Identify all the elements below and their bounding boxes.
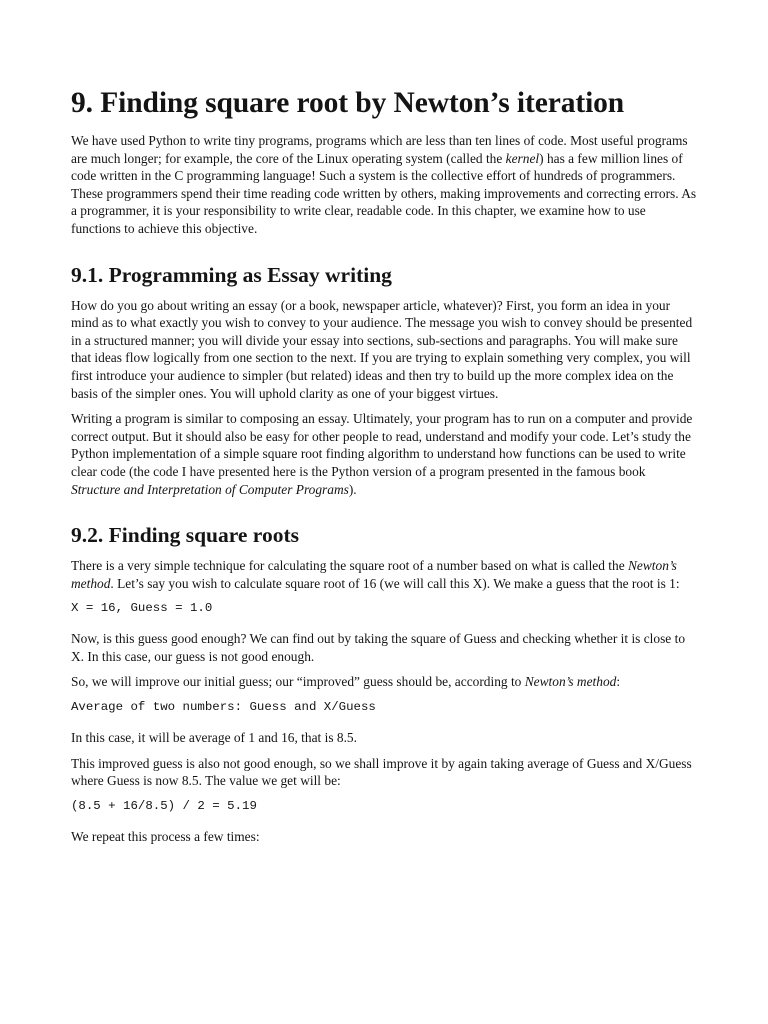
section-title-square-roots: 9.2. Finding square roots	[71, 523, 299, 548]
newtons-method-emphasis: Newton’s method	[71, 558, 677, 591]
sqrt-paragraph-5: This improved guess is also not good enough, so we shall improve it by again taking average of Guess and X/Guess where Guess is now 8.5. The value we get will be:	[71, 755, 692, 789]
sqrt-paragraph-4: In this case, it will be average of 1 and 16, that is 8.5.	[71, 730, 357, 746]
sqrt-paragraph-2: Now, is this guess good enough? We can find out by taking the square of Guess and checking whether it is close to X. In this case, our guess is not good enough.	[71, 631, 686, 664]
code-block-average: Average of two numbers: Guess and X/Guess	[71, 700, 376, 715]
code-block-second-iteration: (8.5 + 16/8.5) / 2 = 5.19	[71, 798, 257, 813]
intro-emphasis-kernel: kernel	[505, 150, 540, 166]
chapter-title: 9. Finding square root by Newton’s iteration	[71, 87, 625, 119]
newtons-method-emphasis-2: Newton’s method	[524, 674, 617, 690]
section-title-essay-writing: 9.1. Programming as Essay writing	[71, 262, 392, 287]
intro-text-a: We have used Python to write tiny programs, programs which are less than ten lines of code. Most useful programs are much longer; for example, the core of the Linux operating system (called the	[71, 133, 688, 166]
essay-p2-text-a: Writing a program is similar to composing an essay. Ultimately, your program has to run on a computer and provide correct output. But it should also be easy for other people to read, understand and modify your code. Let’s study the Python implementation of a simple square root finding algorithm to understand how functions can be used to write clear code (the code I have presented here is the Python version of a program presented in the famous book	[71, 411, 693, 479]
essay-paragraph-1: How do you go about writing an essay (or a book, newspaper article, whatever)? First, you form an idea in your mind as to what exactly you wish to convey to your audience. The message you wish to convey should be presented in a structured manner; you will divide your essay into sections, sub-sections and paragraphs. You will make sure that ideas flow logically from one section to the next. If you are trying to explain something very complex, you will first introduce your audience to simpler (but related) ideas and then try to build up the more complex idea on the basis of the simpler ones. You will uphold clarity as one of your biggest virtues.	[71, 297, 693, 401]
essay-p2-text-b: ).	[348, 481, 357, 497]
book-title-emphasis: Structure and Interpretation of Computer Programs	[71, 481, 349, 497]
sqrt-paragraph-6: We repeat this process a few times:	[71, 828, 260, 844]
sqrt-p1-text-b: . Let’s say you wish to calculate square root of 16 (we will call this X). We make a guess that the root is 1:	[110, 575, 680, 591]
sqrt-p1-text-a: There is a very simple technique for calculating the square root of a number based on what is called the	[71, 558, 628, 574]
intro-text-b: ) has a few million lines of code written in the C programming language! Such a system is the collective effort of hundreds of programmers. These programmers spend their time reading code written by others, making improvements and correcting errors. As a programmer, it is your responsibility to write clear, readable code. In this chapter, we examine how to use functions to achieve this objective.	[71, 150, 697, 236]
sqrt-paragraph-3	[71, 673, 697, 691]
chapter-intro-paragraph	[71, 132, 697, 238]
code-block-initial-guess: X = 16, Guess = 1.0	[71, 601, 213, 616]
sqrt-p3-text-a: So, we will improve our initial guess; our “improved” guess should be, according to	[71, 674, 525, 690]
document-page	[71, 84, 697, 853]
essay-paragraph-2	[71, 410, 697, 498]
sqrt-p3-text-b: :	[616, 674, 621, 690]
sqrt-paragraph-1	[71, 557, 697, 592]
